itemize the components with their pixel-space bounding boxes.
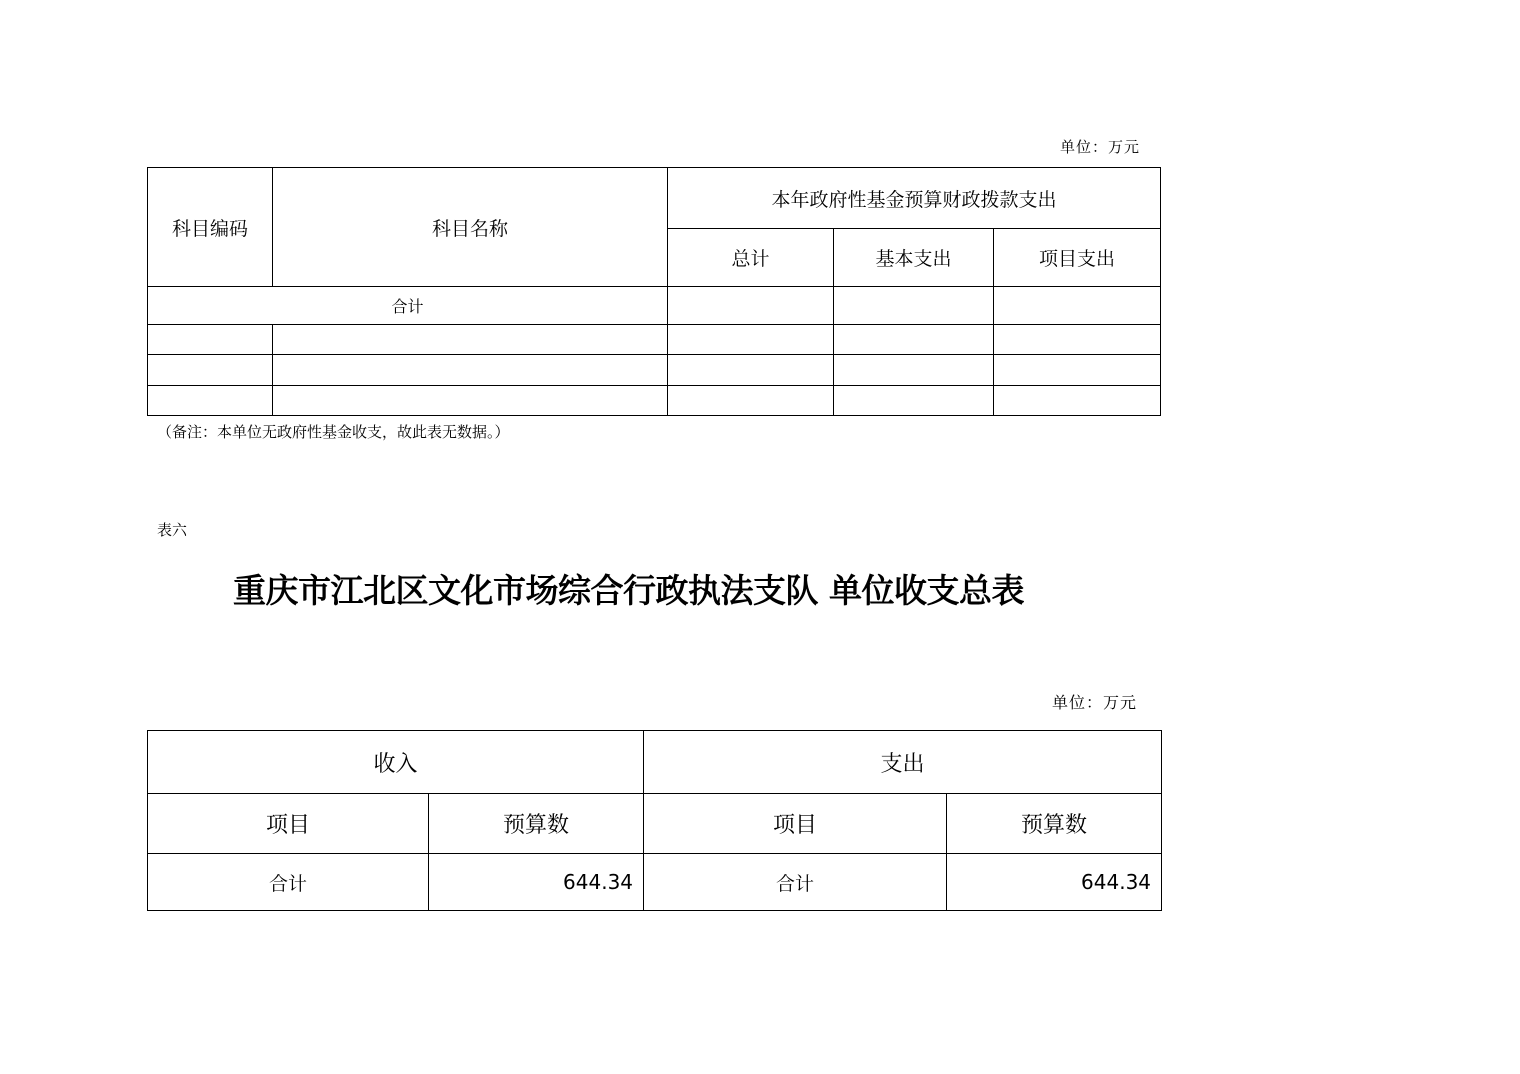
header-expense: 支出 bbox=[644, 731, 1162, 794]
header-project-expense: 项目支出 bbox=[994, 229, 1161, 287]
table-cell bbox=[994, 386, 1161, 416]
header-expense-budget: 预算数 bbox=[947, 794, 1162, 854]
table-cell bbox=[834, 325, 994, 355]
header-income: 收入 bbox=[148, 731, 644, 794]
table-row bbox=[148, 386, 1161, 416]
table-cell bbox=[273, 355, 668, 386]
header-total: 总计 bbox=[668, 229, 834, 287]
header-subject-name: 科目名称 bbox=[273, 168, 668, 287]
header-income-item: 项目 bbox=[148, 794, 429, 854]
table-cell bbox=[834, 386, 994, 416]
table-cell bbox=[668, 355, 834, 386]
table-cell bbox=[668, 386, 834, 416]
header-basic-expense: 基本支出 bbox=[834, 229, 994, 287]
table-cell bbox=[148, 386, 273, 416]
header-income-budget: 预算数 bbox=[429, 794, 644, 854]
table-cell bbox=[668, 287, 834, 325]
unit-label: 单位：万元 bbox=[1060, 138, 1141, 156]
table-cell bbox=[273, 325, 668, 355]
table-row bbox=[148, 325, 1161, 355]
table-number-tag: 表六 bbox=[157, 521, 188, 539]
table-cell bbox=[994, 355, 1161, 386]
page-title: 重庆市江北区文化市场综合行政执法支队 单位收支总表 bbox=[233, 571, 1024, 610]
total-row-label: 合计 bbox=[148, 287, 668, 325]
table-cell bbox=[273, 386, 668, 416]
government-fund-expense-table bbox=[147, 167, 1161, 416]
income-total-label: 合计 bbox=[148, 854, 429, 911]
table-cell bbox=[994, 287, 1161, 325]
table-cell bbox=[148, 355, 273, 386]
table-row bbox=[148, 355, 1161, 386]
unit-label: 单位：万元 bbox=[1052, 693, 1138, 712]
expense-total-label: 合计 bbox=[644, 854, 947, 911]
expense-total-value: 644.34 bbox=[947, 854, 1162, 911]
header-fund-expense-group: 本年政府性基金预算财政拨款支出 bbox=[668, 168, 1161, 229]
table-cell bbox=[834, 355, 994, 386]
header-subject-code: 科目编码 bbox=[148, 168, 273, 287]
table-cell bbox=[668, 325, 834, 355]
table-cell bbox=[994, 325, 1161, 355]
table-note: （备注：本单位无政府性基金收支，故此表无数据。） bbox=[157, 423, 510, 441]
header-expense-item: 项目 bbox=[644, 794, 947, 854]
table-row bbox=[148, 287, 1161, 325]
income-total-value: 644.34 bbox=[429, 854, 644, 911]
table-cell bbox=[834, 287, 994, 325]
income-expense-summary-table bbox=[147, 730, 1162, 911]
table-cell bbox=[148, 325, 273, 355]
table-row bbox=[148, 854, 1162, 911]
